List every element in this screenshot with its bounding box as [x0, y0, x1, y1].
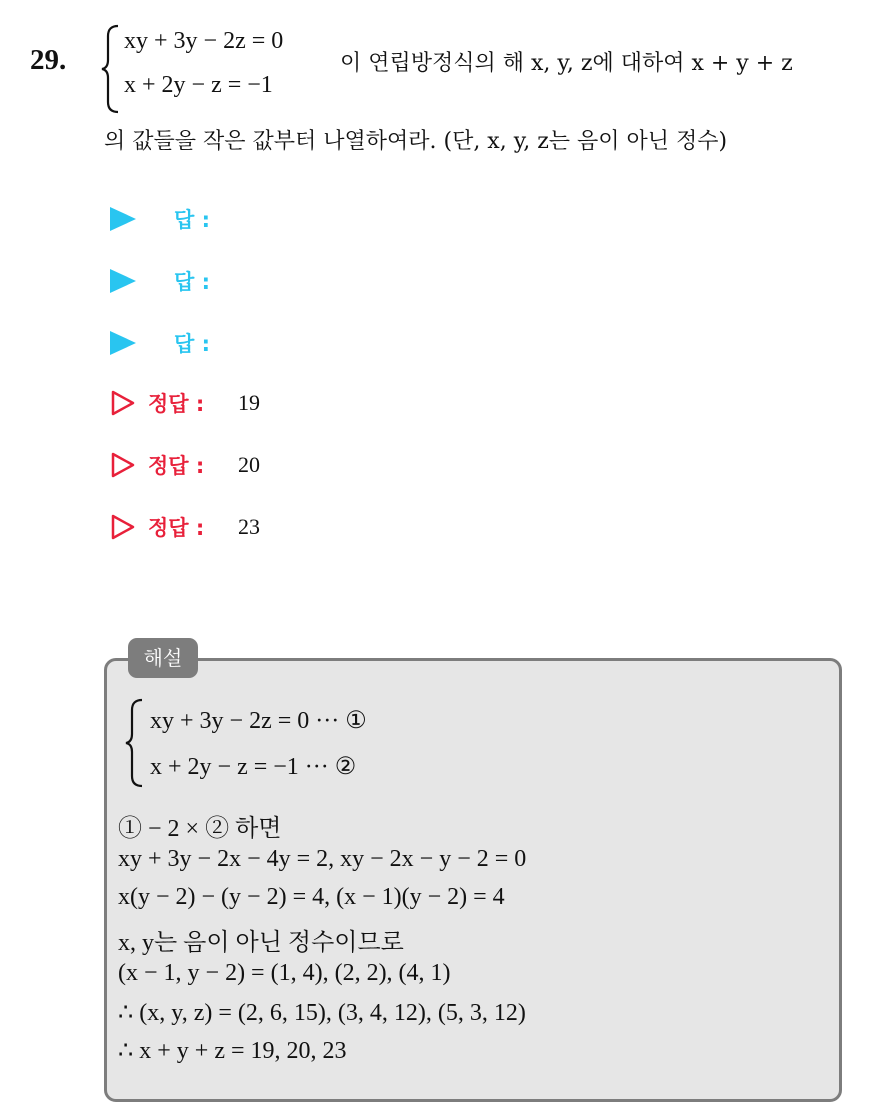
left-brace-icon — [124, 696, 148, 790]
left-brace-icon — [100, 24, 124, 114]
correct-answer-value: 20 — [238, 452, 260, 477]
solution-line: ∴ x + y + z = 19, 20, 23 — [118, 1038, 347, 1064]
correct-label: 정답 : — [148, 392, 205, 416]
question-number: 29. — [30, 44, 67, 76]
correct-label: 정답 : — [148, 454, 205, 478]
play-triangle-icon — [110, 331, 136, 355]
solution-system — [124, 696, 444, 790]
play-triangle-icon — [110, 269, 136, 293]
correct-answer-value: 19 — [238, 390, 260, 415]
answer-label: 답 : — [174, 270, 210, 294]
correct-answer-value: 23 — [238, 514, 260, 539]
solution-line: xy + 3y − 2x − 4y = 2, xy − 2x − y − 2 = 0 — [118, 846, 527, 872]
question-equation-2: x + 2y − z = −1 — [124, 72, 273, 98]
question-equation-1: xy + 3y − 2z = 0 — [124, 28, 284, 54]
solution-line: x(y − 2) − (y − 2) = 4, (x − 1)(y − 2) = 4 — [118, 884, 505, 910]
solution-line: ① − 2 × ② 하면 — [118, 816, 282, 842]
outline-triangle-icon — [110, 514, 136, 540]
question-text-line-1: 이 연립방정식의 해 x, y, z에 대하여 x + y + z — [340, 51, 793, 76]
solution-tag: 해설 — [128, 638, 198, 678]
question-system — [100, 24, 330, 114]
correct-label: 정답 : — [148, 516, 205, 540]
answer-label: 답 : — [174, 208, 210, 232]
play-triangle-icon — [110, 207, 136, 231]
solution-line: (x − 1, y − 2) = (1, 4), (2, 2), (4, 1) — [118, 960, 451, 986]
outline-triangle-icon — [110, 390, 136, 416]
solution-equation-2: x + 2y − z = −1 ··· ② — [150, 754, 357, 780]
outline-triangle-icon — [110, 452, 136, 478]
solution-line: ∴ (x, y, z) = (2, 6, 15), (3, 4, 12), (5, 3, 12) — [118, 1000, 526, 1026]
solution-equation-1: xy + 3y − 2z = 0 ··· ① — [150, 708, 367, 734]
question-text-line-2: 의 값들을 작은 값부터 나열하여라. (단, x, y, z는 음이 아닌 정수) — [104, 129, 728, 154]
solution-line: x, y는 음이 아닌 정수이므로 — [118, 930, 404, 956]
answer-label: 답 : — [174, 332, 210, 356]
